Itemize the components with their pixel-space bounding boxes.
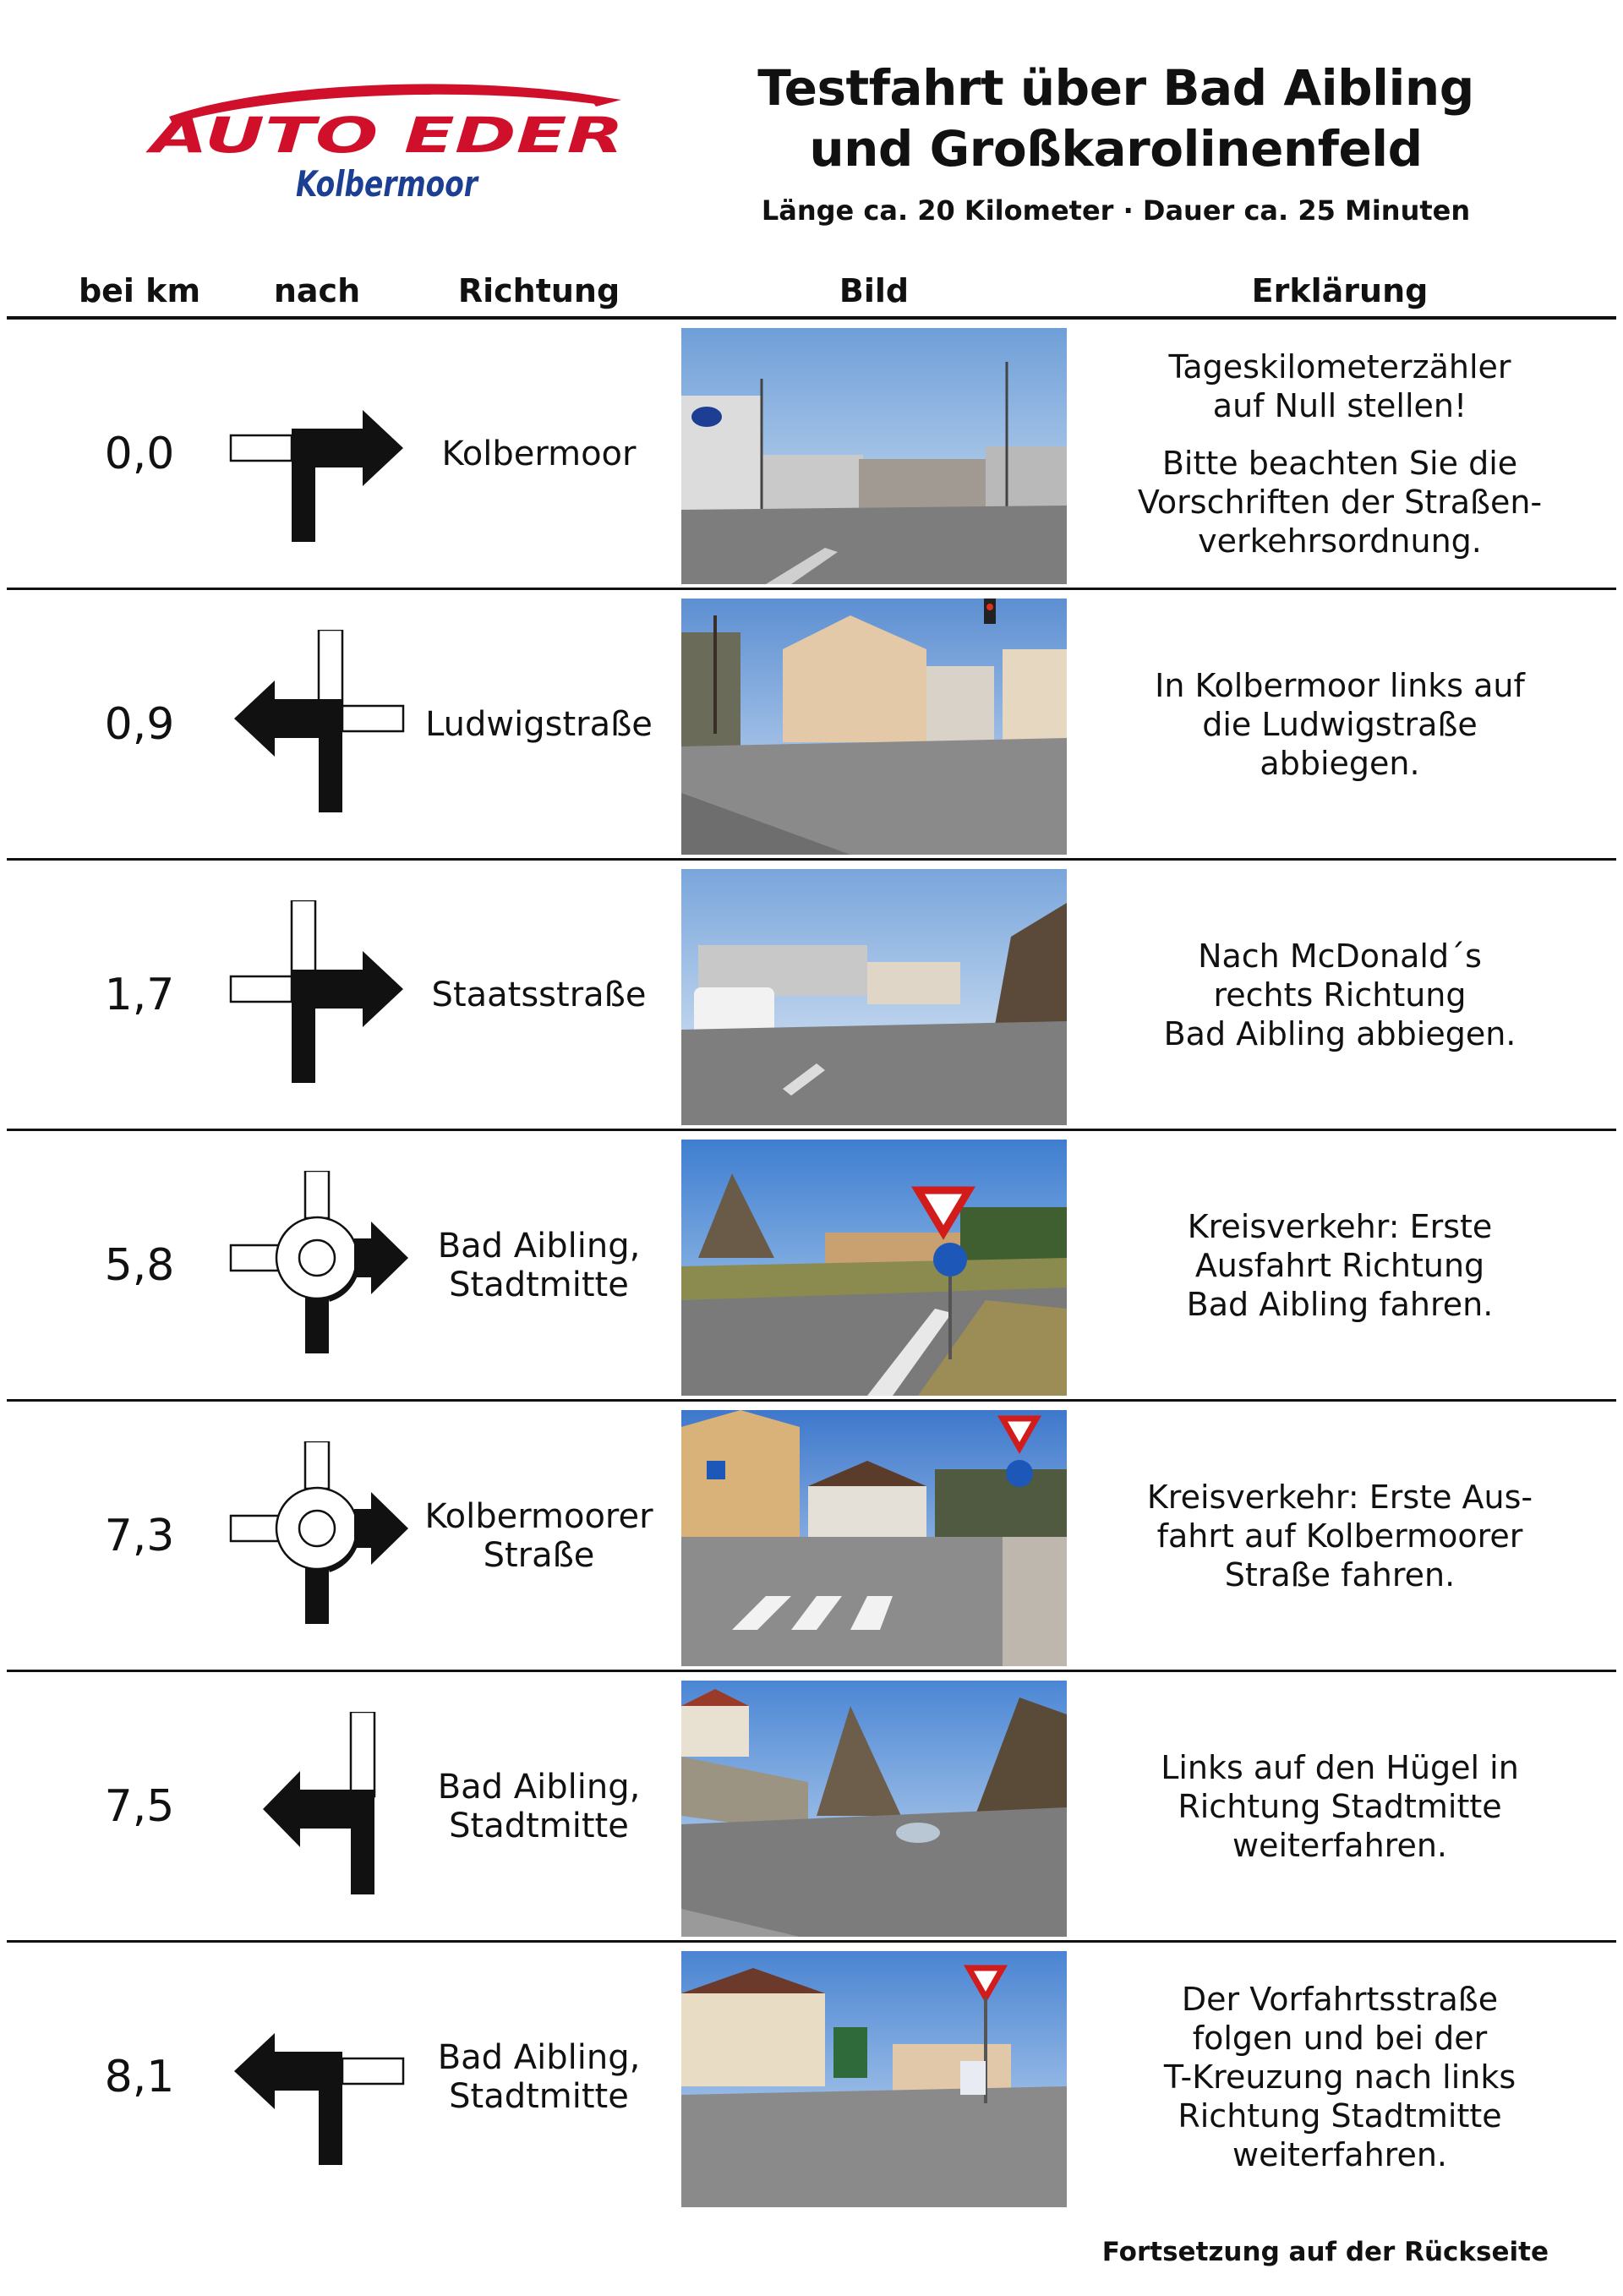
km-value: 7,3: [104, 1511, 175, 1561]
column-header-erklaerung: Erklärung: [1251, 272, 1429, 309]
crosswalk-roundabout-photo: [681, 1410, 1067, 1666]
explanation: [1103, 1943, 1577, 2211]
explanation: [1103, 1672, 1577, 1941]
footer-note: Fortsetzung auf der Rückseite: [1101, 2237, 1549, 2267]
t-junction-photo: [681, 1951, 1067, 2207]
route-row: [0, 1943, 1623, 2213]
explanation-line: Nach McDonald´s rechts Richtung Bad Aibling abbiegen.: [1163, 938, 1516, 1052]
direction-label: Staatsstraße: [431, 976, 647, 1014]
explanation-line: Kreisverkehr: Erste Ausfahrt Richtung Bad Aibling fahren.: [1186, 1208, 1494, 1323]
page-subtitle: Länge ca. 20 Kilometer · Dauer ca. 25 Minuten: [761, 194, 1471, 227]
direction-label: Bad Aibling, Stadtmitte: [437, 2038, 641, 2116]
route-row: [0, 1131, 1623, 1402]
km-value: 8,1: [104, 2052, 175, 2102]
explanation: [1103, 1131, 1577, 1400]
roundabout-first-exit-icon: [216, 1441, 418, 1624]
explanation-line: Tageskilometerzähler auf Null stellen!: [1168, 348, 1511, 424]
title-block: [710, 57, 1522, 227]
column-header-km: bei km: [78, 272, 201, 309]
right-turn-icon: [216, 359, 418, 542]
explanation-line: In Kolbermoor links auf die Ludwigstraße abbiegen.: [1155, 667, 1525, 782]
ludwigstrasse-junction-photo: [681, 599, 1067, 855]
column-header-richtung: Richtung: [457, 272, 620, 309]
right-turn-crossing-icon: [216, 900, 418, 1083]
route-row: [0, 320, 1623, 590]
explanation-line: Der Vorfahrtsstraße folgen und bei der T-Kreuzung nach links Richtung Stadtmitte weiterfahren.: [1163, 1981, 1516, 2173]
t-junction-left-icon: [216, 1982, 418, 2165]
route-row: [0, 1672, 1623, 1943]
page-title-line1: Testfahrt über Bad Aibling: [757, 59, 1474, 117]
roundabout-photo: [681, 1140, 1067, 1396]
staatsstrasse-photo: [681, 869, 1067, 1125]
page-title-line2: und Großkarolinenfeld: [809, 120, 1423, 178]
km-value: 0,0: [104, 429, 175, 479]
km-value: 7,5: [104, 1781, 175, 1832]
explanation: [1103, 320, 1577, 588]
column-header-nach: nach: [273, 272, 361, 309]
direction-label: Bad Aibling, Stadtmitte: [437, 1768, 641, 1845]
route-row: [0, 590, 1623, 861]
km-value: 1,7: [104, 970, 175, 1020]
km-value: 5,8: [104, 1240, 175, 1291]
direction-label: Ludwigstraße: [425, 705, 653, 744]
explanation: [1103, 590, 1577, 859]
bear-left-icon: [216, 1712, 418, 1894]
direction-label: Kolbermoor: [441, 435, 637, 473]
direction-label: Bad Aibling, Stadtmitte: [437, 1227, 641, 1304]
auto-eder-logo: [135, 51, 659, 211]
roundabout-first-exit-icon: [216, 1171, 418, 1353]
hill-road-photo: [681, 1681, 1067, 1937]
km-value: 0,9: [104, 699, 175, 750]
explanation: [1103, 861, 1577, 1129]
explanation-line: Links auf den Hügel in Richtung Stadtmitte weiterfahren.: [1161, 1749, 1519, 1864]
explanation-line: Kreisverkehr: Erste Aus- fahrt auf Kolbermoorer Straße fahren.: [1146, 1479, 1533, 1594]
dealership-exit-photo: [681, 328, 1067, 584]
logo-brand: AUTO EDER: [145, 107, 625, 164]
left-turn-crossing-icon: [216, 630, 418, 812]
logo-place: Kolbermoor: [296, 163, 479, 205]
route-row: [0, 861, 1623, 1131]
explanation: [1103, 1402, 1577, 1670]
explanation-line: Bitte beachten Sie die Vorschriften der Straßen- verkehrsordnung.: [1137, 445, 1543, 560]
direction-label: Kolbermoorer Straße: [424, 1497, 653, 1575]
logo-swoosh-tip: [587, 95, 621, 107]
route-row: [0, 1402, 1623, 1672]
column-header-bild: Bild: [839, 272, 910, 309]
